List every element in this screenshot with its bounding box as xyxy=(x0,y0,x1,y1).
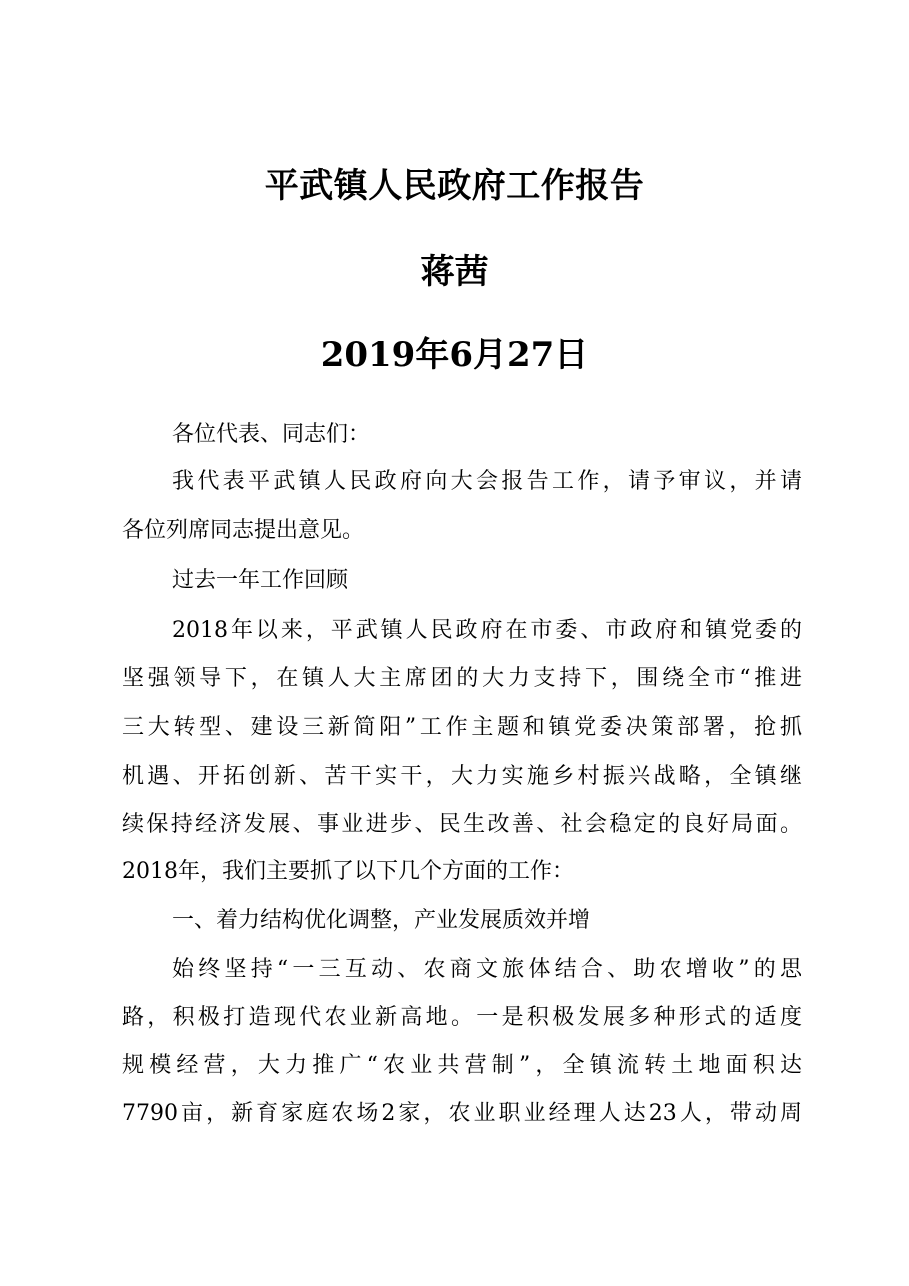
paragraph-line: 三大转型、建设三新简阳”工作主题和镇党委决策部署，抢抓 xyxy=(122,715,802,740)
paragraph-line: 始终坚持“一三互动、农商文旅体结合、助农增收”的思 xyxy=(172,957,802,982)
paragraph-line: 7790亩，新育家庭农场2家，农业职业经理人达23人，带动周 xyxy=(122,1101,802,1126)
paragraph-line: 机遇、开拓创新、苦干实干，大力实施乡村振兴战略，全镇继 xyxy=(122,764,802,789)
section-heading: 过去一年工作回顾 xyxy=(172,568,349,593)
paragraph-line: 2018年以来，平武镇人民政府在市委、市政府和镇党委的 xyxy=(172,618,802,643)
report-date: 2019年6月27日 xyxy=(320,335,589,375)
paragraph-line: 续保持经济发展、事业进步、民生改善、社会稳定的良好局面。 xyxy=(122,812,802,837)
paragraph-line: 2018年，我们主要抓了以下几个方面的工作： xyxy=(122,859,574,884)
paragraph-line: 各位代表、同志们： xyxy=(172,422,371,447)
section-heading: 一、着力结构优化调整，产业发展质效并增 xyxy=(172,908,591,933)
document-title: 平武镇人民政府工作报告 xyxy=(264,166,645,206)
paragraph-line: 路，积极打造现代农业新高地。一是积极发展多种形式的适度 xyxy=(122,1005,802,1030)
author-name: 蒋茜 xyxy=(420,252,489,292)
paragraph-line: 各位列席同志提出意见。 xyxy=(122,518,365,543)
paragraph-line: 我代表平武镇人民政府向大会报告工作，请予审议，并请 xyxy=(172,469,802,494)
paragraph-line: 规模经营，大力推广“农业共营制”，全镇流转土地面积达 xyxy=(122,1053,802,1078)
paragraph-line: 坚强领导下，在镇人大主席团的大力支持下，围绕全市“推进 xyxy=(122,666,802,691)
